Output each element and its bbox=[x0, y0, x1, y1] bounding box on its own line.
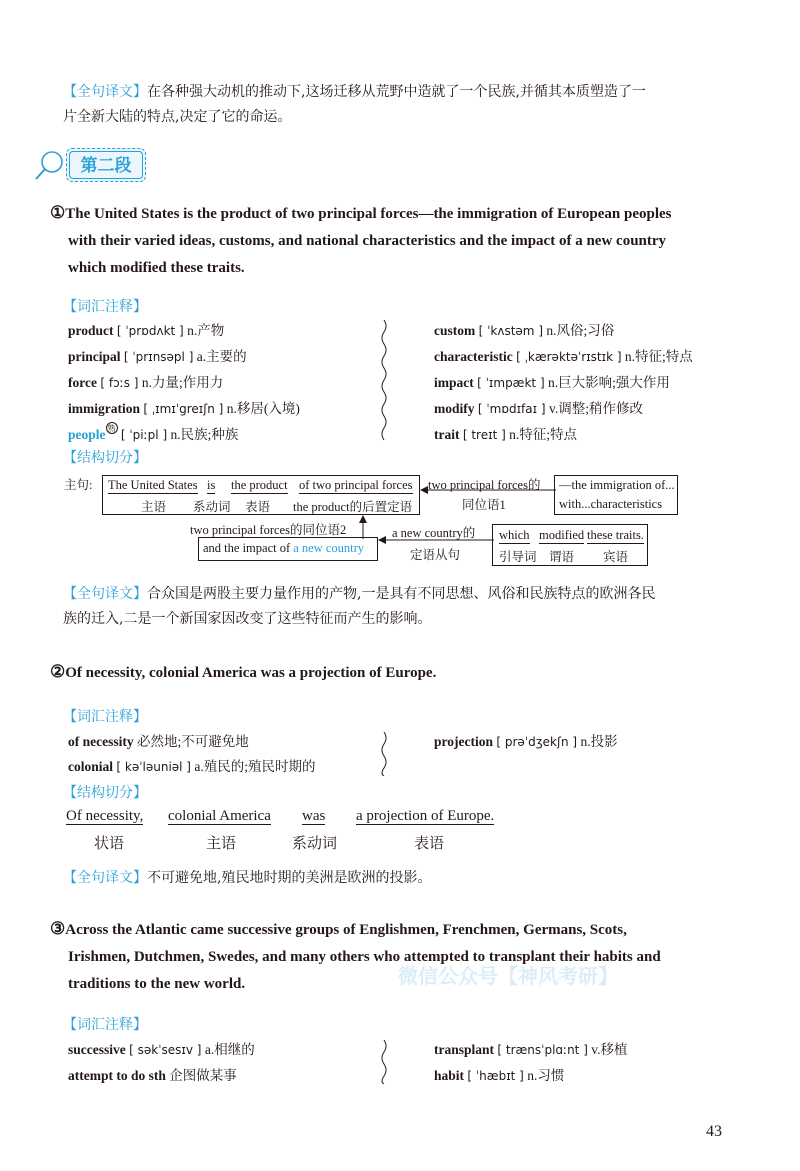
vocab-item: product [ ˈprɒdʌkt ] n.产物 bbox=[68, 323, 225, 338]
vocab-list-left-1 bbox=[68, 318, 388, 448]
vocab-item: custom [ ˈkʌstəm ] n.风俗;习俗 bbox=[434, 323, 615, 338]
vocab-item: immigration [ ˌɪmɪˈgreɪʃn ] n.移居(入境) bbox=[68, 401, 300, 416]
struct-label-1: 【结构切分】 bbox=[63, 450, 147, 466]
translation-label: 【全句译文】 bbox=[63, 84, 147, 100]
main-clause-box: The United States is the product of two principal forces 主语 系动词 表语 the product的后置定语 bbox=[102, 475, 420, 515]
vocab-item: force [ fɔːs ] n.力量;作用力 bbox=[68, 375, 224, 390]
appositive-1-box: —the immigration of... with...characteristics bbox=[554, 475, 678, 515]
section-title-box bbox=[66, 148, 146, 182]
vocab-item: modify [ ˈmɒdɪfaɪ ] v.调整;稍作修改 bbox=[434, 401, 643, 416]
vocab-item: of necessity 必然地;不可避免地 bbox=[68, 734, 249, 749]
wavy-divider bbox=[378, 320, 390, 442]
sentence-3: ③Across the Atlantic came successive groups of Englishmen, Frenchmen, Germans, Scots, Irishmen, Dutchmen, Swedes, and many others who attempted to transplant their habits and traditions to the new world. bbox=[50, 919, 661, 992]
vocab-list-right-2 bbox=[434, 729, 754, 755]
vocab-item: impact [ ˈɪmpækt ] n.巨大影响;强大作用 bbox=[434, 375, 670, 390]
vocab-label-3: 【词汇注释】 bbox=[63, 1017, 147, 1033]
arrow-up bbox=[358, 515, 368, 539]
structure-diagram-2: Of necessity, 状语 colonial America 主语 was 系动词 a projection of Europe. 表语 bbox=[66, 808, 495, 852]
appositive-2-box: and the impact of a new country bbox=[198, 537, 378, 561]
vocab-list-left-2 bbox=[68, 729, 388, 780]
vocab-item: characteristic [ ˌkærəktəˈrɪstɪk ] n.特征;特点 bbox=[434, 349, 693, 364]
translation-2: 【全句译文】不可避免地,殖民地时期的美洲是欧洲的投影。 bbox=[63, 870, 432, 886]
wavy-divider bbox=[378, 1040, 390, 1084]
vocab-item: colonial [ kəˈləuniəl ] a.殖民的;殖民时期的 bbox=[68, 759, 316, 774]
page-number: 43 bbox=[706, 1123, 722, 1140]
sentence-2: ②Of necessity, colonial America was a projection of Europe. bbox=[50, 662, 437, 681]
vocab-item: trait [ treɪt ] n.特征;特点 bbox=[434, 427, 578, 442]
vocab-list-right-3 bbox=[434, 1037, 754, 1089]
vocab-item: transplant [ trænsˈplɑːnt ] v.移植 bbox=[434, 1042, 628, 1057]
relative-clause-box: which modified these traits. 引导词 谓语 宾语 bbox=[492, 524, 648, 566]
structure-diagram-1: 主句: The United States is the product of two principal forces 主语 系动词 表语 the product的后置定语 two principal forces的 同位语1 —the immigration of... with...characteristics two principal forces的同位语2 and the impact of a new country a new country的 定语从句 which modified these traits. 引导词 谓语 宾语 bbox=[0, 470, 800, 570]
wavy-divider bbox=[378, 732, 390, 776]
section-header bbox=[32, 146, 162, 186]
vocab-item: attempt to do sth 企图做某事 bbox=[68, 1068, 237, 1083]
vocab-label-2: 【词汇注释】 bbox=[63, 709, 147, 725]
top-translation: 【全句译文】在各种强大动机的推动下,这场迁移从荒野中造就了一个民族,并循其本质塑造了一 片全新大陆的特点,决定了它的命运。 bbox=[63, 84, 646, 125]
vocab-item: projection [ prəˈdʒekʃn ] n.投影 bbox=[434, 734, 618, 749]
vocab-list-left-3 bbox=[68, 1037, 388, 1088]
watermark: 微信公众号【神风考研】 bbox=[398, 964, 618, 988]
vocab-item: successive [ səkˈsesɪv ] a.相继的 bbox=[68, 1042, 255, 1057]
sentence-1: ①The United States is the product of two principal forces—the immigration of European peoples with their varied ideas, customs, and national characteristics and the impact of a new country which modified these traits. bbox=[50, 203, 672, 276]
translation-1: 【全句译文】合众国是两股主要力量作用的产物,一是具有不同思想、风俗和民族特点的欧洲各民 族的迁入,二是一个新国家因改变了这些特征而产生的影响。 bbox=[63, 586, 656, 627]
struct-label-2: 【结构切分】 bbox=[63, 785, 147, 801]
vocab-label-1: 【词汇注释】 bbox=[63, 299, 147, 315]
vocab-item: people $^熟$ [ ˈpiːpl ] n.民族;种族 bbox=[68, 424, 239, 442]
section-title: 第二段 bbox=[69, 151, 143, 179]
vocab-item: habit [ ˈhæbɪt ] n.习惯 bbox=[434, 1068, 565, 1083]
vocab-list-right-1 bbox=[434, 318, 754, 448]
vocab-item: principal [ ˈprɪnsəpl ] a.主要的 bbox=[68, 349, 247, 364]
familiar-badge: 熟 bbox=[107, 424, 116, 433]
